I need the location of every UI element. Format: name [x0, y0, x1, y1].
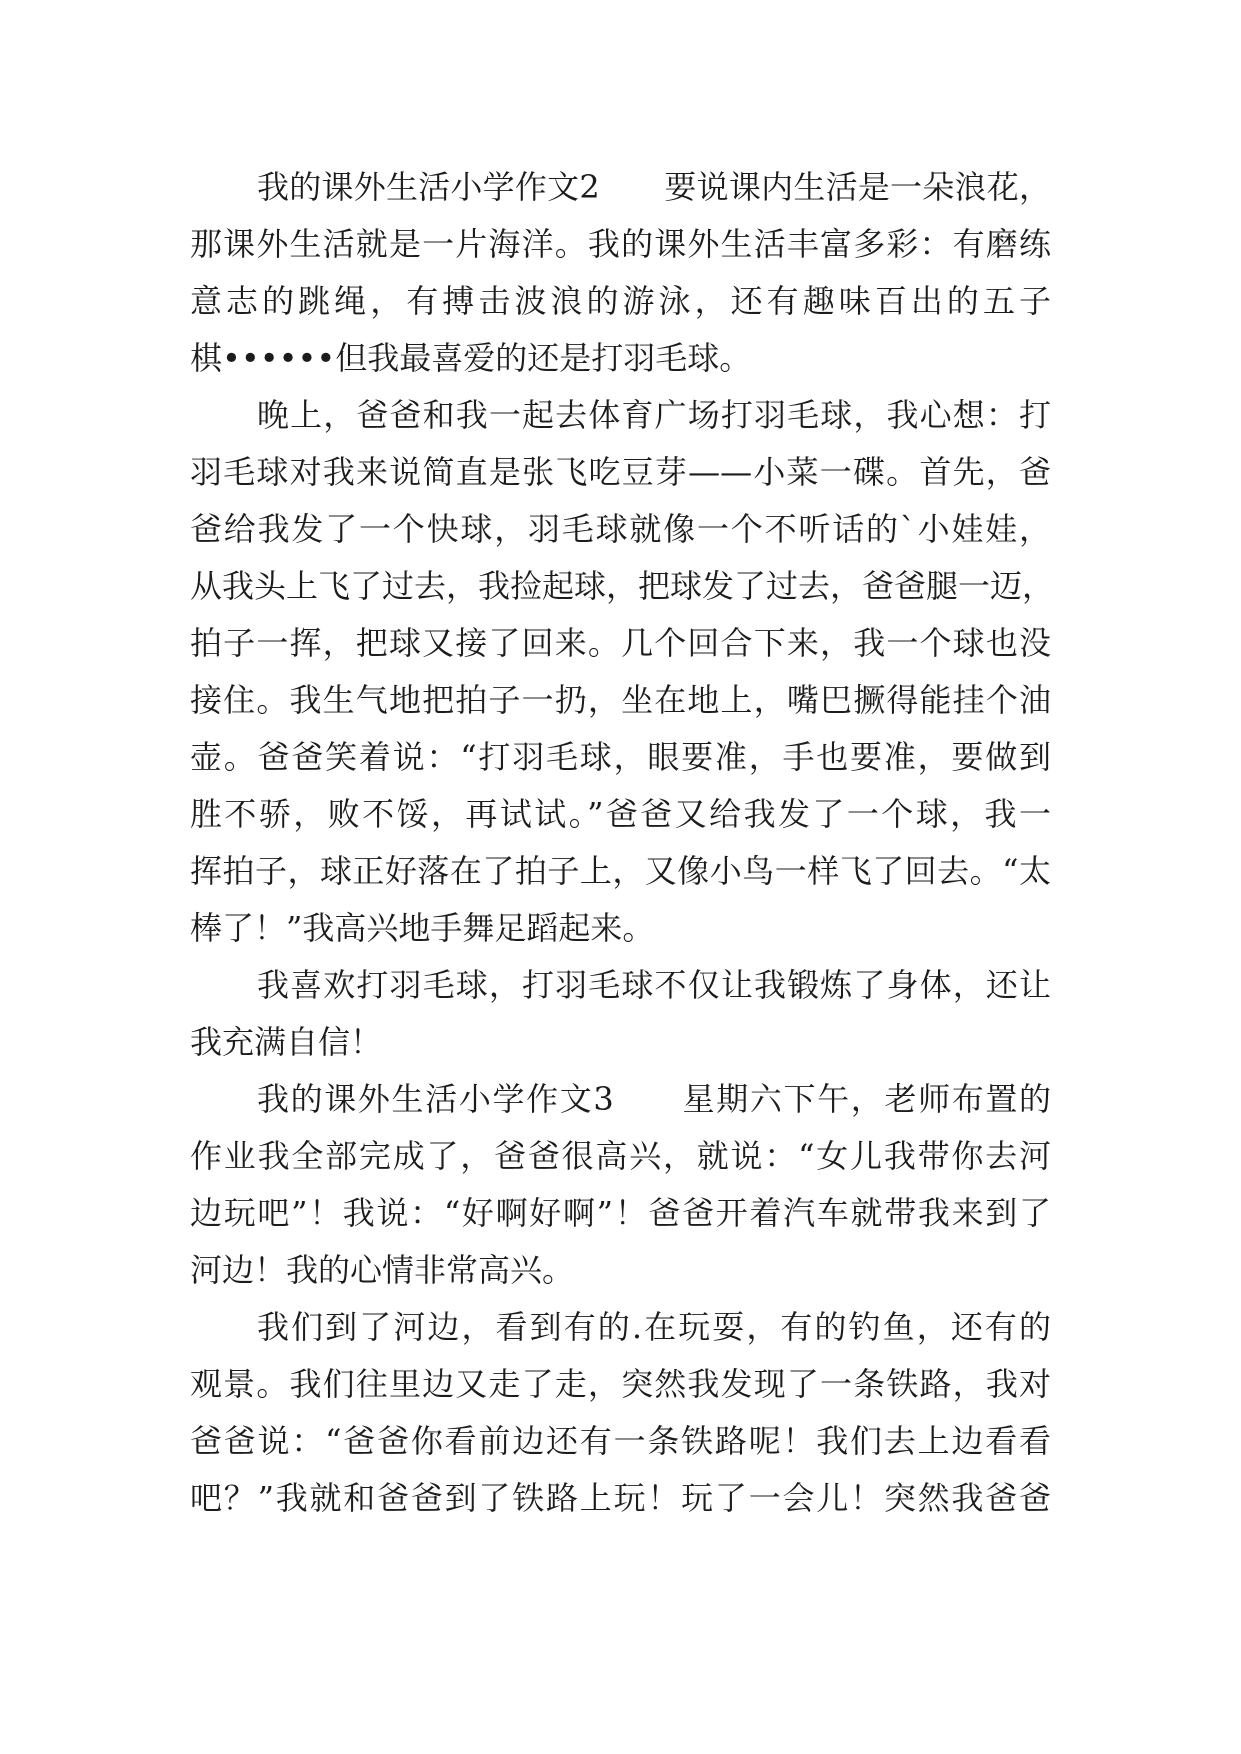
- text-line: 河边！我的心情非常高兴。: [190, 1251, 575, 1289]
- text-line: 我喜欢打羽毛球，打羽毛球不仅让我锻炼了身体，还让: [257, 966, 1051, 1004]
- text-line: 拍子一挥，把球又接了回来。几个回合下来，我一个球也没: [190, 624, 1051, 662]
- text-line: 意志的跳绳，有搏击波浪的游泳，还有趣味百出的五子: [190, 282, 1051, 320]
- text-line: 爸爸说：“爸爸你看前边还有一条铁路呢！我们去上边看看: [190, 1422, 1051, 1460]
- text-line: 作业我全部完成了，爸爸很高兴，就说：“女儿我带你去河: [190, 1137, 1051, 1175]
- text-line: 观景。我们往里边又走了走，突然我发现了一条铁路，我对: [190, 1365, 1051, 1403]
- text-line: 胜不骄，败不馁，再试试。”爸爸又给我发了一个球，我一: [190, 795, 1051, 833]
- text-line: 晚上，爸爸和我一起去体育广场打羽毛球，我心想：打: [257, 396, 1051, 434]
- text-line: 挥拍子，球正好落在了拍子上，又像小鸟一样飞了回去。“太: [190, 852, 1051, 890]
- text-line: 羽毛球对我来说简直是张飞吃豆芽——小菜一碟。首先，爸: [190, 453, 1051, 491]
- text-line: 我充满自信！: [190, 1023, 383, 1061]
- text-line: 我的课外生活小学作文3 星期六下午，老师布置的: [257, 1080, 1051, 1118]
- text-line: 棒了！”我高兴地手舞足蹈起来。: [190, 909, 655, 947]
- text-line: 爸给我发了一个快球，羽毛球就像一个不听话的`小娃娃，: [190, 510, 1051, 548]
- text-line: 我们到了河边，看到有的.在玩耍，有的钓鱼，还有的: [257, 1308, 1051, 1346]
- text-line: 我的课外生活小学作文2 要说课内生活是一朵浪花，: [257, 168, 1051, 206]
- text-line: 边玩吧”！我说：“好啊好啊”！爸爸开着汽车就带我来到了: [190, 1194, 1051, 1232]
- text-line: 从我头上飞了过去，我捡起球，把球发了过去，爸爸腿一迈，: [190, 567, 1055, 605]
- text-line: 吧？”我就和爸爸到了铁路上玩！玩了一会儿！突然我爸爸: [190, 1479, 1051, 1517]
- text-line: 棋••••••但我最喜爱的还是打羽毛球。: [190, 339, 752, 377]
- text-line: 那课外生活就是一片海洋。我的课外生活丰富多彩：有磨练: [190, 225, 1051, 263]
- text-line: 接住。我生气地把拍子一扔，坐在地上，嘴巴撅得能挂个油: [190, 681, 1051, 719]
- text-line: 壶。爸爸笑着说：“打羽毛球，眼要准，手也要准，要做到: [190, 738, 1051, 776]
